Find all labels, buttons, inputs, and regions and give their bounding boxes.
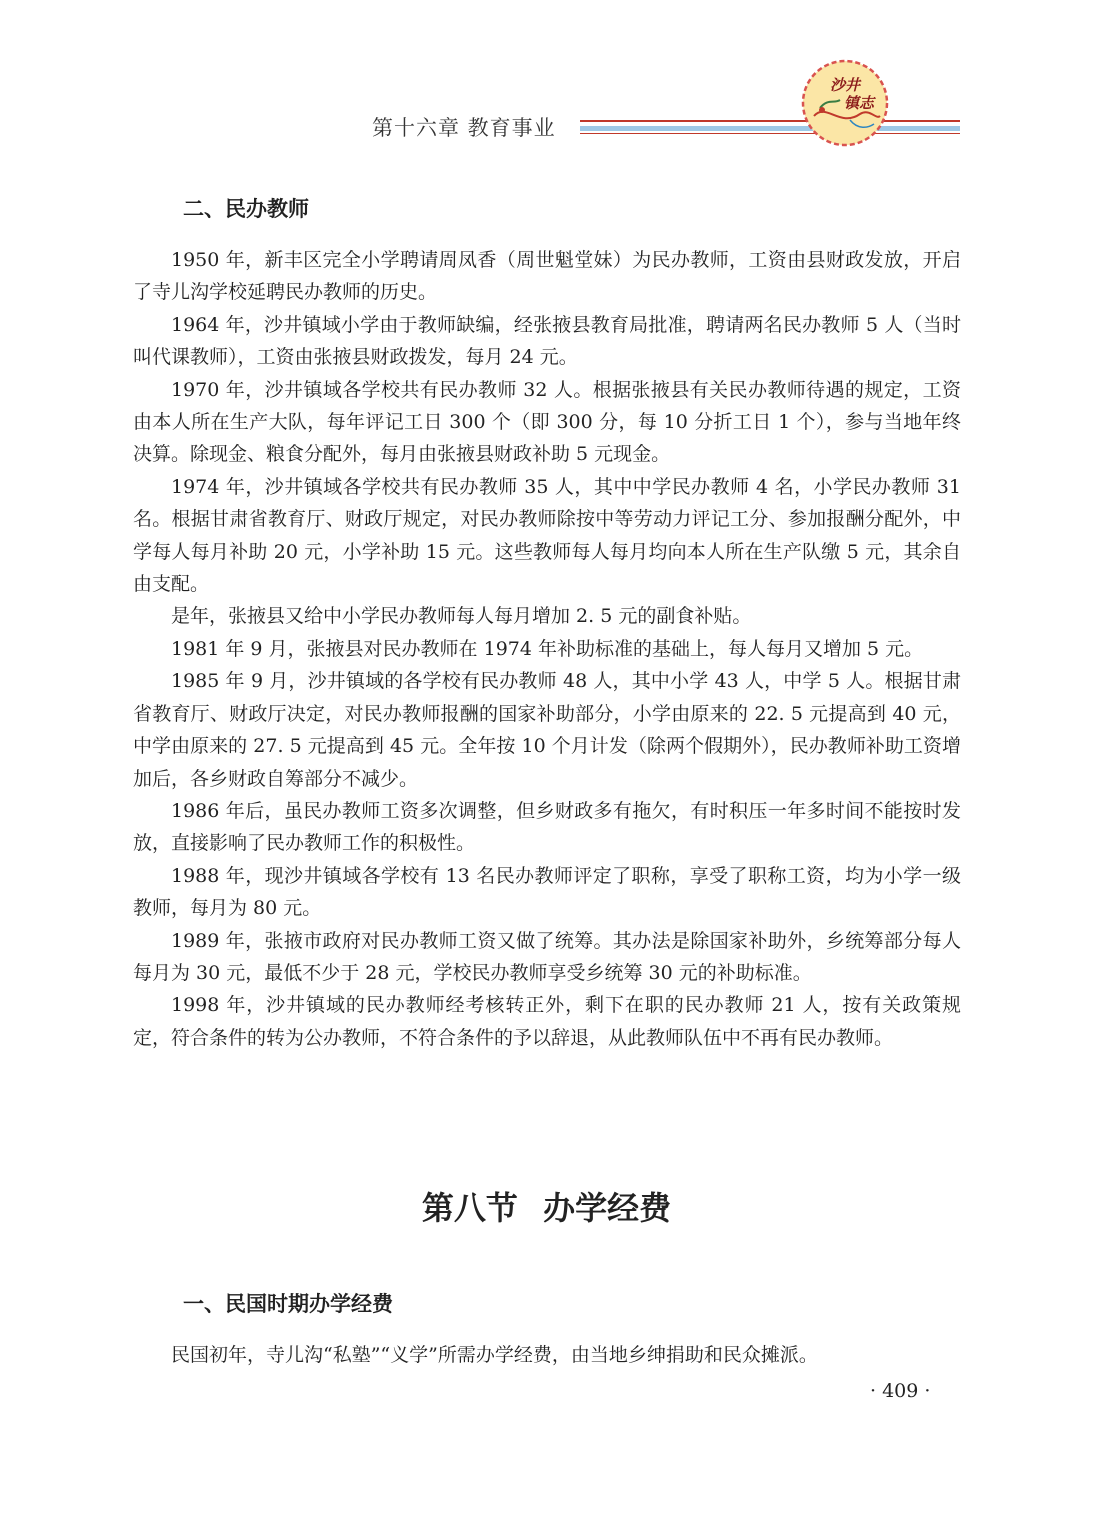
paragraph: 1981 年 9 月，张掖县对民办教师在 1974 年补助标准的基础上，每人每月又增加 5 元。 <box>171 637 924 660</box>
header-rule-red-thin <box>580 133 960 134</box>
section-heading-teachers: 二、民办教师 <box>183 197 309 221</box>
paragraph: 1970 年，沙井镇域各学校共有民办教师 32 人。根据张掖县有关民办教师待遇的规定，工资由本人所在生产大队，每年评记工日 300 个（即 300 分，每 10 分折工日 1 个），参与当地年终决算。除现金、粮食分配外，每月由张掖县财政补助 5 元现金。 <box>133 378 961 466</box>
paragraph: 1988 年，现沙井镇域各学校有 13 名民办教师评定了职称，享受了职称工资，均为小学一级教师，每月为 80 元。 <box>133 864 961 920</box>
section-heading-funding: 一、民国时期办学经费 <box>183 1292 393 1316</box>
paragraph: 1989 年，张掖市政府对民办教师工资又做了统筹。其办法是除国家补助外，乡统筹部分每人每月为 30 元，最低不少于 28 元，学校民办教师享受乡统筹 30 元的补助标准。 <box>133 929 961 984</box>
seal-text-line1: 沙井 <box>830 76 861 94</box>
town-chronicle-seal-icon <box>800 58 890 148</box>
paragraph: 1998 年，沙井镇域的民办教师经考核转正外，剩下在职的民办教师 21 人，按有关政策规定，符合条件的转为公办教师，不符合条件的予以辞退，从此教师队伍中不再有民办教师。 <box>133 994 961 1049</box>
page-number: · 409 · <box>870 1380 931 1402</box>
paragraph: 1974 年，沙井镇域各学校共有民办教师 35 人，其中中学民办教师 4 名，小学民办教师 31 名。根据甘肃省教育厅、财政厅规定，对民办教师除按中等劳动力评记工分、参加报酬分配外，中学每人每月补助 20 元，小学补助 15 元。这些教师每人每月均向本人所在生产队缴 5 元，其余自由支配。 <box>133 475 961 596</box>
paragraph: 是年，张掖县又给中小学民办教师每人每月增加 2. 5 元的副食补贴。 <box>171 605 752 628</box>
teachers-body <box>133 244 961 1054</box>
paragraph: 1985 年 9 月，沙井镇域的各学校有民办教师 48 人，其中小学 43 人，中学 5 人。根据甘肃省教育厅、财政厅决定，对民办教师报酬的国家补助部分，小学由原来的 22. 5 元提高到 40 元，中学由原来的 27. 5 元提高到 45 元。全年按 10 个月计发（除两个假期外），民办教师补助工资增加后，各乡财政自筹部分不减少。 <box>133 670 961 790</box>
chapter-title: 第十六章 教育事业 <box>372 116 556 140</box>
header-rule-red <box>580 120 960 122</box>
paragraph: 1964 年，沙井镇域小学由于教师缺编，经张掖县教育局批准，聘请两名民办教师 5 人（当时叫代课教师），工资由张掖县财政拨发，每月 24 元。 <box>133 313 961 369</box>
header-rule-blue <box>580 126 960 131</box>
seal-text-line2: 镇志 <box>844 94 875 112</box>
paragraph: 1950 年，新丰区完全小学聘请周凤香（周世魁堂妹）为民办教师，工资由县财政发放，开启了寺儿沟学校延聘民办教师的历史。 <box>133 249 961 304</box>
section-title-funding: 第八节 办学经费 <box>421 1189 672 1227</box>
paragraph: 民国初年，寺儿沟“私塾”“义学”所需办学经费，由当地乡绅捐助和民众摊派。 <box>171 1344 818 1366</box>
paragraph: 1986 年后，虽民办教师工资多次调整，但乡财政多有拖欠，有时积压一年多时间不能按时发放，直接影响了民办教师工作的积极性。 <box>133 799 961 855</box>
funding-body <box>133 1339 961 1371</box>
